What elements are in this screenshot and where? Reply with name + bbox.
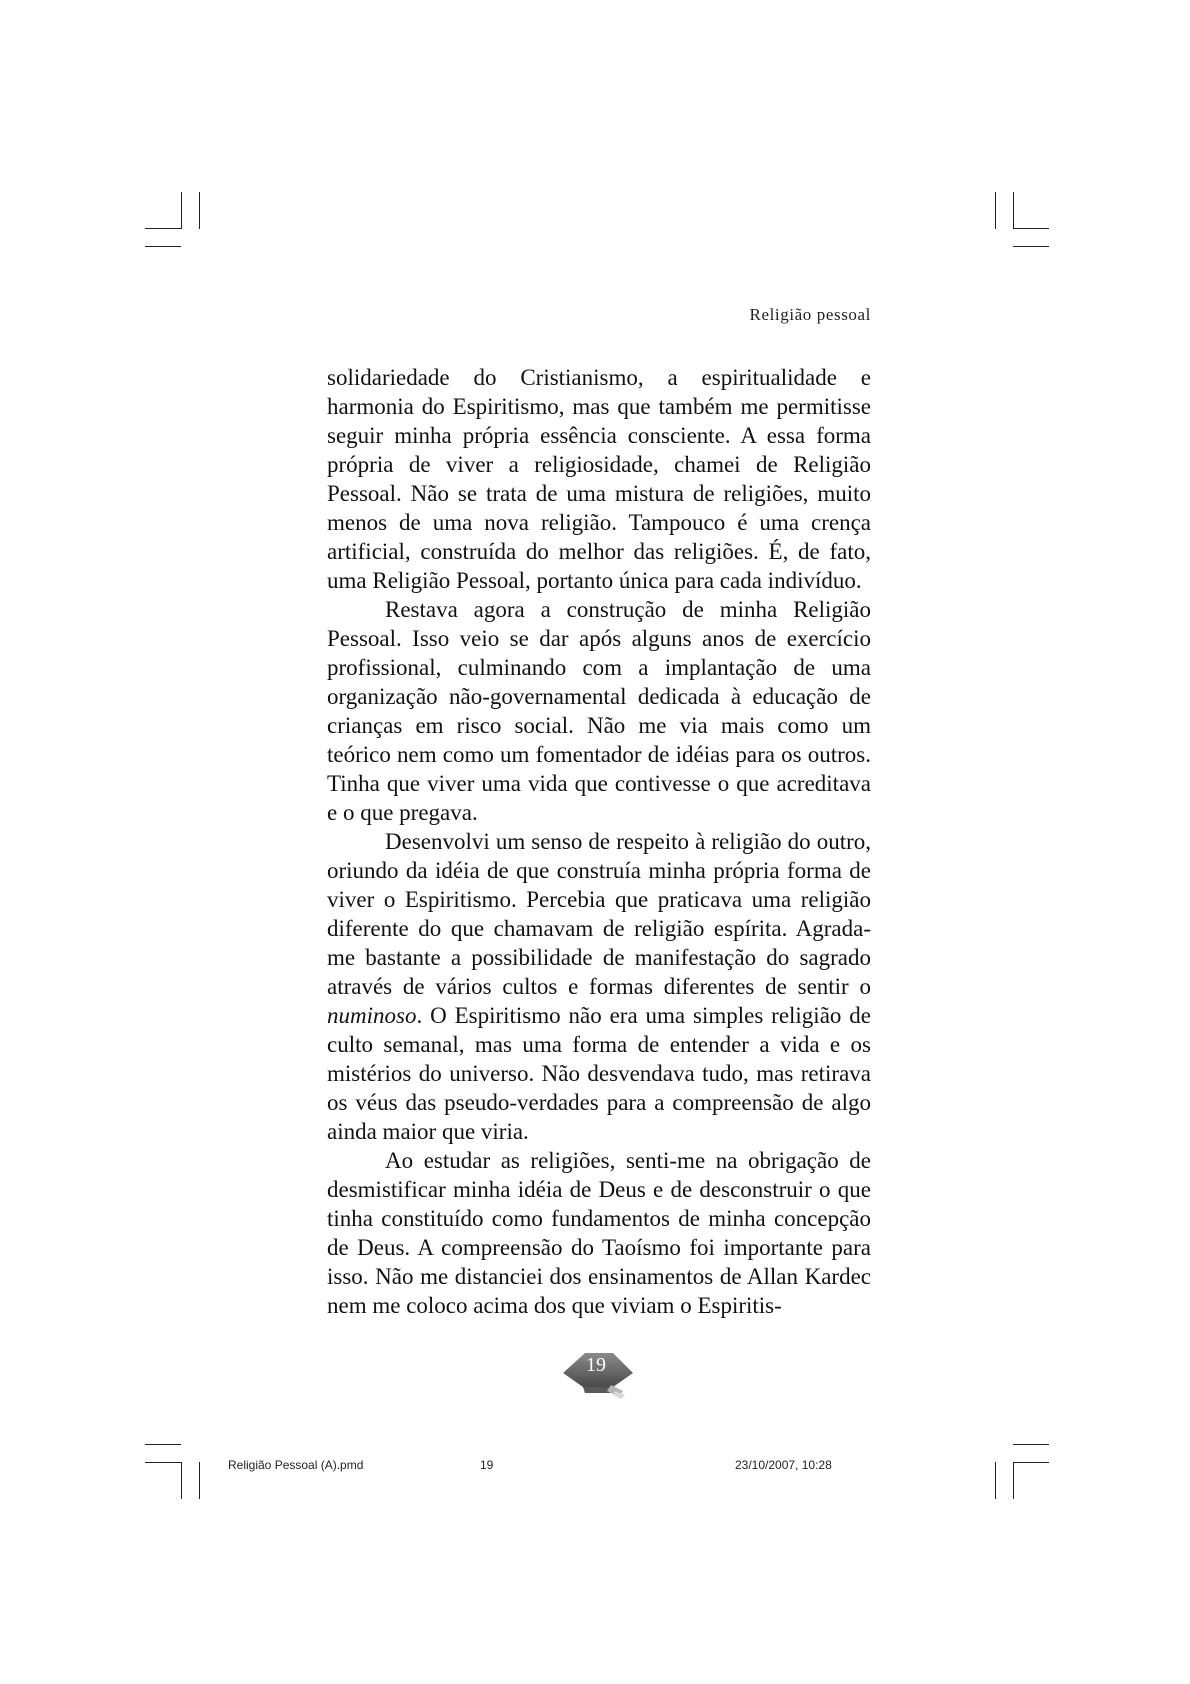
- crop-mark: [1013, 246, 1049, 247]
- crop-mark: [199, 1462, 200, 1499]
- crop-mark: [145, 1462, 181, 1463]
- body-text: [327, 363, 871, 1320]
- slug-filename: Religião Pessoal (A).pmd: [228, 1458, 364, 1472]
- paragraph-text: Desenvolvi um senso de respeito à religião do outro, oriundo da idéia de que construía minha própria forma de viver o Espiritismo. Percebia que praticava uma religião diferente do que chamavam de religião espírita. Agrada-me bastante a possibilidade de manifestação do sagrado através de vários cultos e formas diferentes de sentir o: [327, 829, 871, 999]
- crop-mark: [995, 192, 996, 229]
- crop-mark: [1013, 1462, 1049, 1463]
- crop-mark: [199, 192, 200, 229]
- running-header: Religião pessoal: [749, 305, 871, 324]
- paragraph: Restava agora a construção de minha Religião Pessoal. Isso veio se dar após alguns anos de exercício profissional, culminando com a implantação de uma organização não-governamental dedicada à educação de crianças em risco social. Não me via mais como um teórico nem como um fomentador de idéias para os outros. Tinha que viver uma vida que contivesse o que acreditava e o que pregava.: [327, 597, 871, 825]
- page-number: 19: [586, 1354, 606, 1376]
- crop-mark: [181, 1462, 182, 1499]
- crop-mark: [1013, 1444, 1049, 1445]
- paragraph: solidariedade do Cristianismo, a espiritualidade e harmonia do Espiritismo, mas que também me permitisse seguir minha própria essência consciente. A essa forma própria de viver a religiosidade, chamei de Religião Pessoal. Não se trata de uma mistura de religiões, muito menos de uma nova religião. Tampouco é uma crença artificial, construída do melhor das religiões. É, de fato, uma Religião Pessoal, portanto única para cada indivíduo.: [327, 365, 871, 593]
- slug-page: 19: [480, 1458, 494, 1472]
- crop-mark: [145, 1444, 181, 1445]
- crop-mark: [1013, 228, 1049, 229]
- crop-mark: [181, 192, 182, 229]
- paragraph-text: . O Espiritismo não era uma simples religião de culto semanal, mas uma forma de entender a vida e os mistérios do universo. Não desvendava tudo, mas retirava os véus das pseudo-verdades para a compreensão de algo ainda maior que viria.: [327, 1003, 871, 1144]
- paragraph: [327, 827, 871, 1146]
- crop-mark: [145, 228, 181, 229]
- paragraph: Ao estudar as religiões, senti-me na obrigação de desmistificar minha idéia de Deus e de desconstruir o que tinha constituído como fundamentos de minha concepção de Deus. A compreensão do Taoísmo foi importante para isso. Não me distanciei dos ensinamentos de Allan Kardec nem me coloco acima dos que viviam o Espiritis-: [327, 1148, 871, 1318]
- crop-mark: [1013, 1462, 1014, 1499]
- slug-timestamp: 23/10/2007, 10:28: [735, 1458, 832, 1472]
- crop-mark: [995, 1462, 996, 1499]
- crop-mark: [1013, 192, 1014, 229]
- emphasis-term: numinoso: [327, 1003, 417, 1028]
- crop-mark: [145, 246, 181, 247]
